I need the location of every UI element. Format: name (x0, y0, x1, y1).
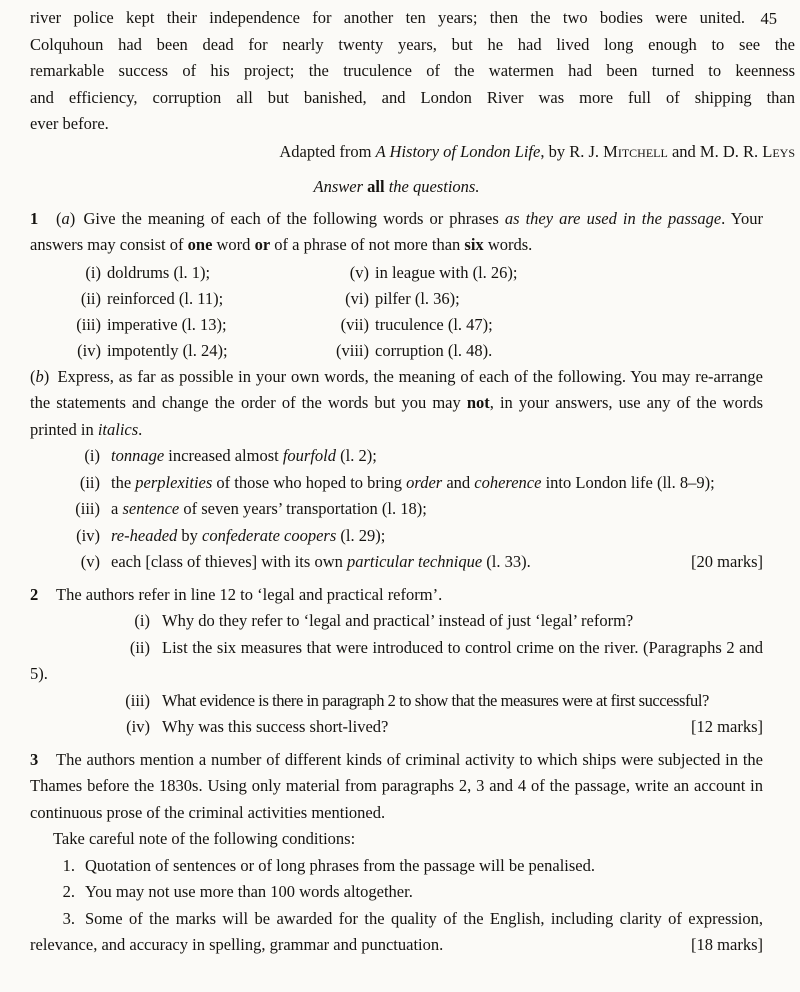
question-2 (30, 582, 763, 741)
passage-line: Colquhoun had been dead for nearly twenty years, but he had lived long enough to see the (30, 34, 795, 54)
list-item-numeral: (ii) (80, 288, 101, 308)
question-1b-item (30, 470, 763, 497)
question-3 (30, 747, 763, 959)
question-3-note: Take careful note of the following conditions: (53, 829, 356, 848)
attribution-line: Adapted from A History of London Life, by R. J. Mitchell and M. D. R. Leys (279, 141, 795, 161)
question-2-item (30, 714, 763, 741)
list-item-numeral: (vi) (345, 288, 369, 308)
list-item: corruption (l. 48). (375, 340, 493, 360)
list-item-text: Some of the marks will be awarded for the quality of the English, including clarity of expression, relevance, and accuracy in spelling, grammar and punctuation. (30, 908, 763, 954)
list-item-text: the perplexities of those who hoped to bring order and coherence into London life (ll. 8–9); (111, 472, 715, 492)
list-item-numeral: 2. (62, 882, 75, 901)
question-2-intro: 2 The authors refer in line 12 to ‘legal and practical reform’. (30, 584, 443, 604)
list-item: truculence (l. 47); (375, 314, 493, 334)
question-1b-item (30, 496, 763, 523)
list-item: imperative (l. 13); (107, 314, 227, 334)
list-item-text: List the six measures that were introduced to control crime on the river. (Paragraphs 2 and 5). (30, 637, 763, 683)
list-item-numeral: (v) (349, 262, 369, 282)
list-item-numeral: (viii) (336, 340, 369, 360)
question-3-intro: 3 The authors mention a number of different kinds of criminal activity to which ships were subjected in the Thames before the 1830s. Using only material from paragraphs 2, 3 and 4 of the passage, write an account in continuous prose of the criminal activities mentioned. (30, 749, 763, 822)
list-item-numeral: (iii) (75, 499, 100, 518)
list-item-numeral: (ii) (79, 472, 100, 492)
list-item: reinforced (l. 11); (107, 288, 224, 308)
question-1b-item (30, 443, 763, 470)
list-item-text: What evidence is there in paragraph 2 to show that the measures were at first successful? (162, 690, 709, 710)
list-item-text: You may not use more than 100 words altogether. (85, 882, 413, 901)
question-1a-intro: 1 (a) Give the meaning of each of the following words or phrases as they are used in the passage. Your answers may consist of one word or of a phrase of not more than six words. (30, 208, 764, 254)
passage-line: remarkable success of his project; the truculence of the watermen had been turned to keenness (30, 61, 795, 80)
question-3-condition (30, 853, 763, 880)
question-3-condition (30, 906, 763, 959)
list-item: impotently (l. 24); (107, 340, 228, 360)
list-item-text: Why was this success short-lived? (162, 717, 389, 736)
question-2-item (30, 635, 763, 688)
marks-badge: [18 marks] (691, 935, 763, 954)
question-1b-item (30, 523, 763, 550)
question-2-item (30, 608, 763, 635)
passage-line-number: 45 (760, 9, 777, 28)
instructions-heading: Answer all the questions. (313, 177, 480, 196)
marks-badge: [20 marks] (691, 552, 763, 571)
question-3-condition (30, 879, 763, 906)
question-1 (30, 206, 763, 576)
question-1b-intro: (b) Express, as far as possible in your own words, the meaning of each of the following. You may re-arrange the statements and change the order of the words but you may not, in your answers, use any of the words printed in italics. (30, 366, 763, 439)
marks-badge: [12 marks] (691, 717, 763, 736)
question-1a-word-list (30, 260, 763, 364)
list-item-numeral: 1. (62, 855, 75, 875)
list-item-text: each [class of thieves] with its own particular technique (l. 33). (111, 552, 531, 571)
list-item: in league with (l. 26); (375, 262, 518, 282)
question-2-item (30, 688, 763, 715)
list-item-numeral: (vii) (340, 314, 369, 334)
list-item-numeral: (iii) (76, 314, 101, 334)
passage-paragraph (30, 0, 795, 138)
list-item-text: a sentence of seven years’ transportation (l. 18); (111, 499, 427, 518)
list-item: doldrums (l. 1); (107, 262, 211, 282)
list-item-numeral: (v) (80, 552, 100, 571)
list-item-text: Why do they refer to ‘legal and practical’ instead of just ‘legal’ reform? (162, 611, 634, 630)
passage-line: and efficiency, corruption all but banished, and London River was more full of shipping than (30, 87, 795, 107)
list-item-numeral: (iv) (126, 717, 150, 736)
list-item-text: re-headed by confederate coopers (l. 29); (111, 525, 386, 545)
question-1b-item (30, 549, 763, 576)
list-item: pilfer (l. 36); (375, 288, 460, 308)
list-item-numeral: (iv) (77, 340, 101, 360)
list-item-numeral: (i) (85, 262, 101, 282)
passage-line: ever before. (30, 114, 109, 133)
list-item-numeral: (i) (134, 611, 150, 630)
passage-line: river police kept their independence for another ten years; then the two bodies were united. (30, 8, 745, 27)
list-item-text: tonnage increased almost fourfold (l. 2); (111, 446, 377, 465)
list-item-numeral: (i) (84, 446, 100, 465)
list-item-numeral: (iv) (76, 525, 100, 545)
list-item-text: Quotation of sentences or of long phrases from the passage will be penalised. (85, 855, 595, 875)
list-item-numeral: 3. (62, 908, 75, 928)
list-item-numeral: (iii) (125, 690, 150, 710)
list-item-numeral: (ii) (129, 637, 150, 657)
